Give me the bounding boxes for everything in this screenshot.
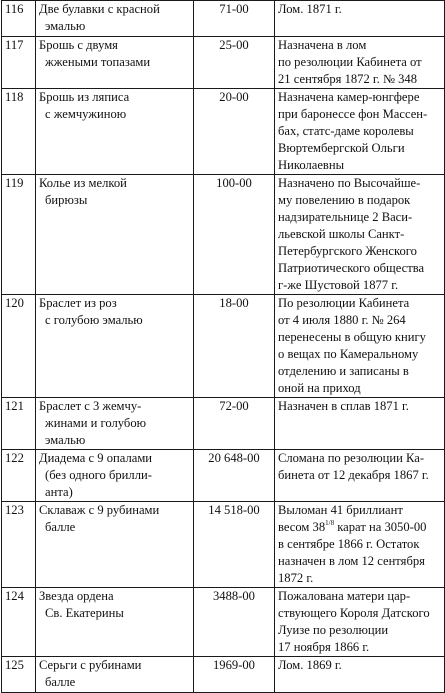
- item-note-line: от 4 июля 1880 г. № 264: [278, 313, 406, 327]
- item-note-line: Вюртембергской Ольги: [278, 141, 405, 155]
- item-note-line: Петербургского Женского: [278, 244, 417, 258]
- item-name-line: Брошь из ляписа: [39, 90, 130, 104]
- item-name-line: балле: [45, 520, 76, 534]
- item-note-line: отделению и записаны в: [278, 364, 409, 378]
- item-note-line: бинета от 12 декабря 1867 г.: [278, 468, 429, 482]
- item-note-line: ствующего Короля Датского: [278, 606, 430, 620]
- table-row: [2, 450, 445, 502]
- item-note-line: Луизе по резолюции: [278, 623, 389, 637]
- item-price: 3488-00: [194, 588, 275, 657]
- item-note: [275, 89, 445, 175]
- item-note-line: 17 ноября 1866 г.: [278, 640, 370, 654]
- item-note-line: г-же Шустовой 1877 г.: [278, 278, 399, 292]
- item-note: [275, 37, 445, 89]
- item-name: [36, 450, 194, 502]
- item-name-line: балле: [45, 675, 76, 689]
- item-note-line: Сломана по резолюции Ка-: [278, 451, 425, 465]
- item-name: [36, 37, 194, 89]
- item-number: 118: [2, 89, 36, 175]
- item-note: [275, 1, 445, 37]
- item-note: [275, 398, 445, 450]
- item-number: 121: [2, 398, 36, 450]
- table-row: [2, 398, 445, 450]
- table-row: [2, 175, 445, 295]
- item-note-line: Назначена камер-юнгфере: [278, 90, 420, 104]
- item-price: 18-00: [194, 295, 275, 398]
- table-row: [2, 502, 445, 588]
- carat-weight: весом 38: [278, 520, 326, 534]
- item-price: 72-00: [194, 398, 275, 450]
- item-price: 14 518-00: [194, 502, 275, 588]
- item-name-line: Звезда ордена: [39, 589, 114, 603]
- item-note-line: Назначен в сплав 1871 г.: [278, 399, 409, 413]
- item-note-line: 1872 г.: [278, 571, 314, 585]
- carat-rest: карат на 3050-00: [334, 520, 427, 534]
- item-name-line: Две булавки с красной: [39, 2, 160, 16]
- item-note-line: в сентябре 1866 г. Остаток: [278, 537, 420, 551]
- item-note-line: назначен в лом 12 сентября: [278, 554, 425, 568]
- item-note-line: льевской школы Санкт-: [278, 227, 405, 241]
- item-note-line: 21 сентября 1872 г. № 348: [278, 72, 418, 86]
- item-number: 124: [2, 588, 36, 657]
- item-note-line: по резолюции Кабинета от: [278, 55, 422, 69]
- table-row: [2, 37, 445, 89]
- item-note-line: Пожалована матери цар-: [278, 589, 411, 603]
- item-number: 125: [2, 657, 36, 693]
- item-note-line: Патриотического общества: [278, 261, 425, 275]
- item-number: 120: [2, 295, 36, 398]
- item-price: 71-00: [194, 1, 275, 37]
- item-name-line: бирюзы: [45, 193, 88, 207]
- item-name-line: эмалью: [45, 433, 86, 447]
- item-name: [36, 657, 194, 693]
- item-name: [36, 588, 194, 657]
- item-price: 20 648-00: [194, 450, 275, 502]
- item-name-line: жжеными топазами: [45, 55, 151, 69]
- item-number: 116: [2, 1, 36, 37]
- item-note-line: му повелению в подарок: [278, 193, 411, 207]
- item-name: [36, 502, 194, 588]
- item-note: [275, 588, 445, 657]
- item-name-line: с голубою эмалью: [45, 313, 143, 327]
- item-price: 100-00: [194, 175, 275, 295]
- item-name: [36, 1, 194, 37]
- item-number: 123: [2, 502, 36, 588]
- item-name: [36, 89, 194, 175]
- item-name-line: (без одного брилли-: [45, 468, 152, 482]
- item-number: 122: [2, 450, 36, 502]
- item-name-line: Колье из мелкой: [39, 176, 127, 190]
- item-name-line: Браслет из роз: [39, 296, 117, 310]
- inventory-table: [1, 0, 445, 693]
- table-row: [2, 657, 445, 693]
- item-name-line: Диадема с 9 опалами: [39, 451, 153, 465]
- item-price: 25-00: [194, 37, 275, 89]
- item-note: [275, 450, 445, 502]
- item-note: [275, 175, 445, 295]
- carat-fraction: 1/8: [325, 519, 335, 527]
- item-note-line: [278, 519, 441, 536]
- item-note-line: перенесены в общую книгу: [278, 330, 426, 344]
- item-name: [36, 295, 194, 398]
- item-note-line: Николаевны: [278, 158, 345, 172]
- item-name-line: Склаваж с 9 рубинами: [39, 503, 160, 517]
- item-number: 119: [2, 175, 36, 295]
- item-note-line: при баронессе фон Массен-: [278, 107, 428, 121]
- item-note-line: о вещах по Камеральному: [278, 347, 419, 361]
- table-row: [2, 588, 445, 657]
- item-note-line: надзирательнице 2 Васи-: [278, 210, 413, 224]
- item-name-line: с жемчужиною: [45, 107, 127, 121]
- table-row: [2, 1, 445, 37]
- item-note-line: Назначено по Высочайше-: [278, 176, 421, 190]
- item-note-line: оной на приход: [278, 381, 361, 395]
- item-price: 1969-00: [194, 657, 275, 693]
- item-name-line: Браслет с 3 жемчу-: [39, 399, 142, 413]
- item-note-line: Лом. 1871 г.: [278, 2, 342, 16]
- item-note: [275, 502, 445, 588]
- item-note-line: бах, статс-даме королевы: [278, 124, 414, 138]
- item-note-line: Назначена в лом: [278, 38, 367, 52]
- item-name: [36, 398, 194, 450]
- item-note: [275, 295, 445, 398]
- item-name-line: анта): [45, 485, 73, 499]
- item-price: 20-00: [194, 89, 275, 175]
- item-name-line: Брошь с двумя: [39, 38, 118, 52]
- item-number: 117: [2, 37, 36, 89]
- item-name-line: эмалью: [45, 19, 86, 33]
- item-note-line: По резолюции Кабинета: [278, 296, 410, 310]
- item-note: [275, 657, 445, 693]
- item-name-line: жинами и голубою: [45, 416, 147, 430]
- item-name-line: Серьги с рубинами: [39, 658, 142, 672]
- item-note-line: Выломан 41 бриллиант: [278, 503, 403, 517]
- table-row: [2, 295, 445, 398]
- item-note-line: Лом. 1869 г.: [278, 658, 342, 672]
- item-name-line: Св. Екатерины: [45, 606, 124, 620]
- item-name: [36, 175, 194, 295]
- table-row: [2, 89, 445, 175]
